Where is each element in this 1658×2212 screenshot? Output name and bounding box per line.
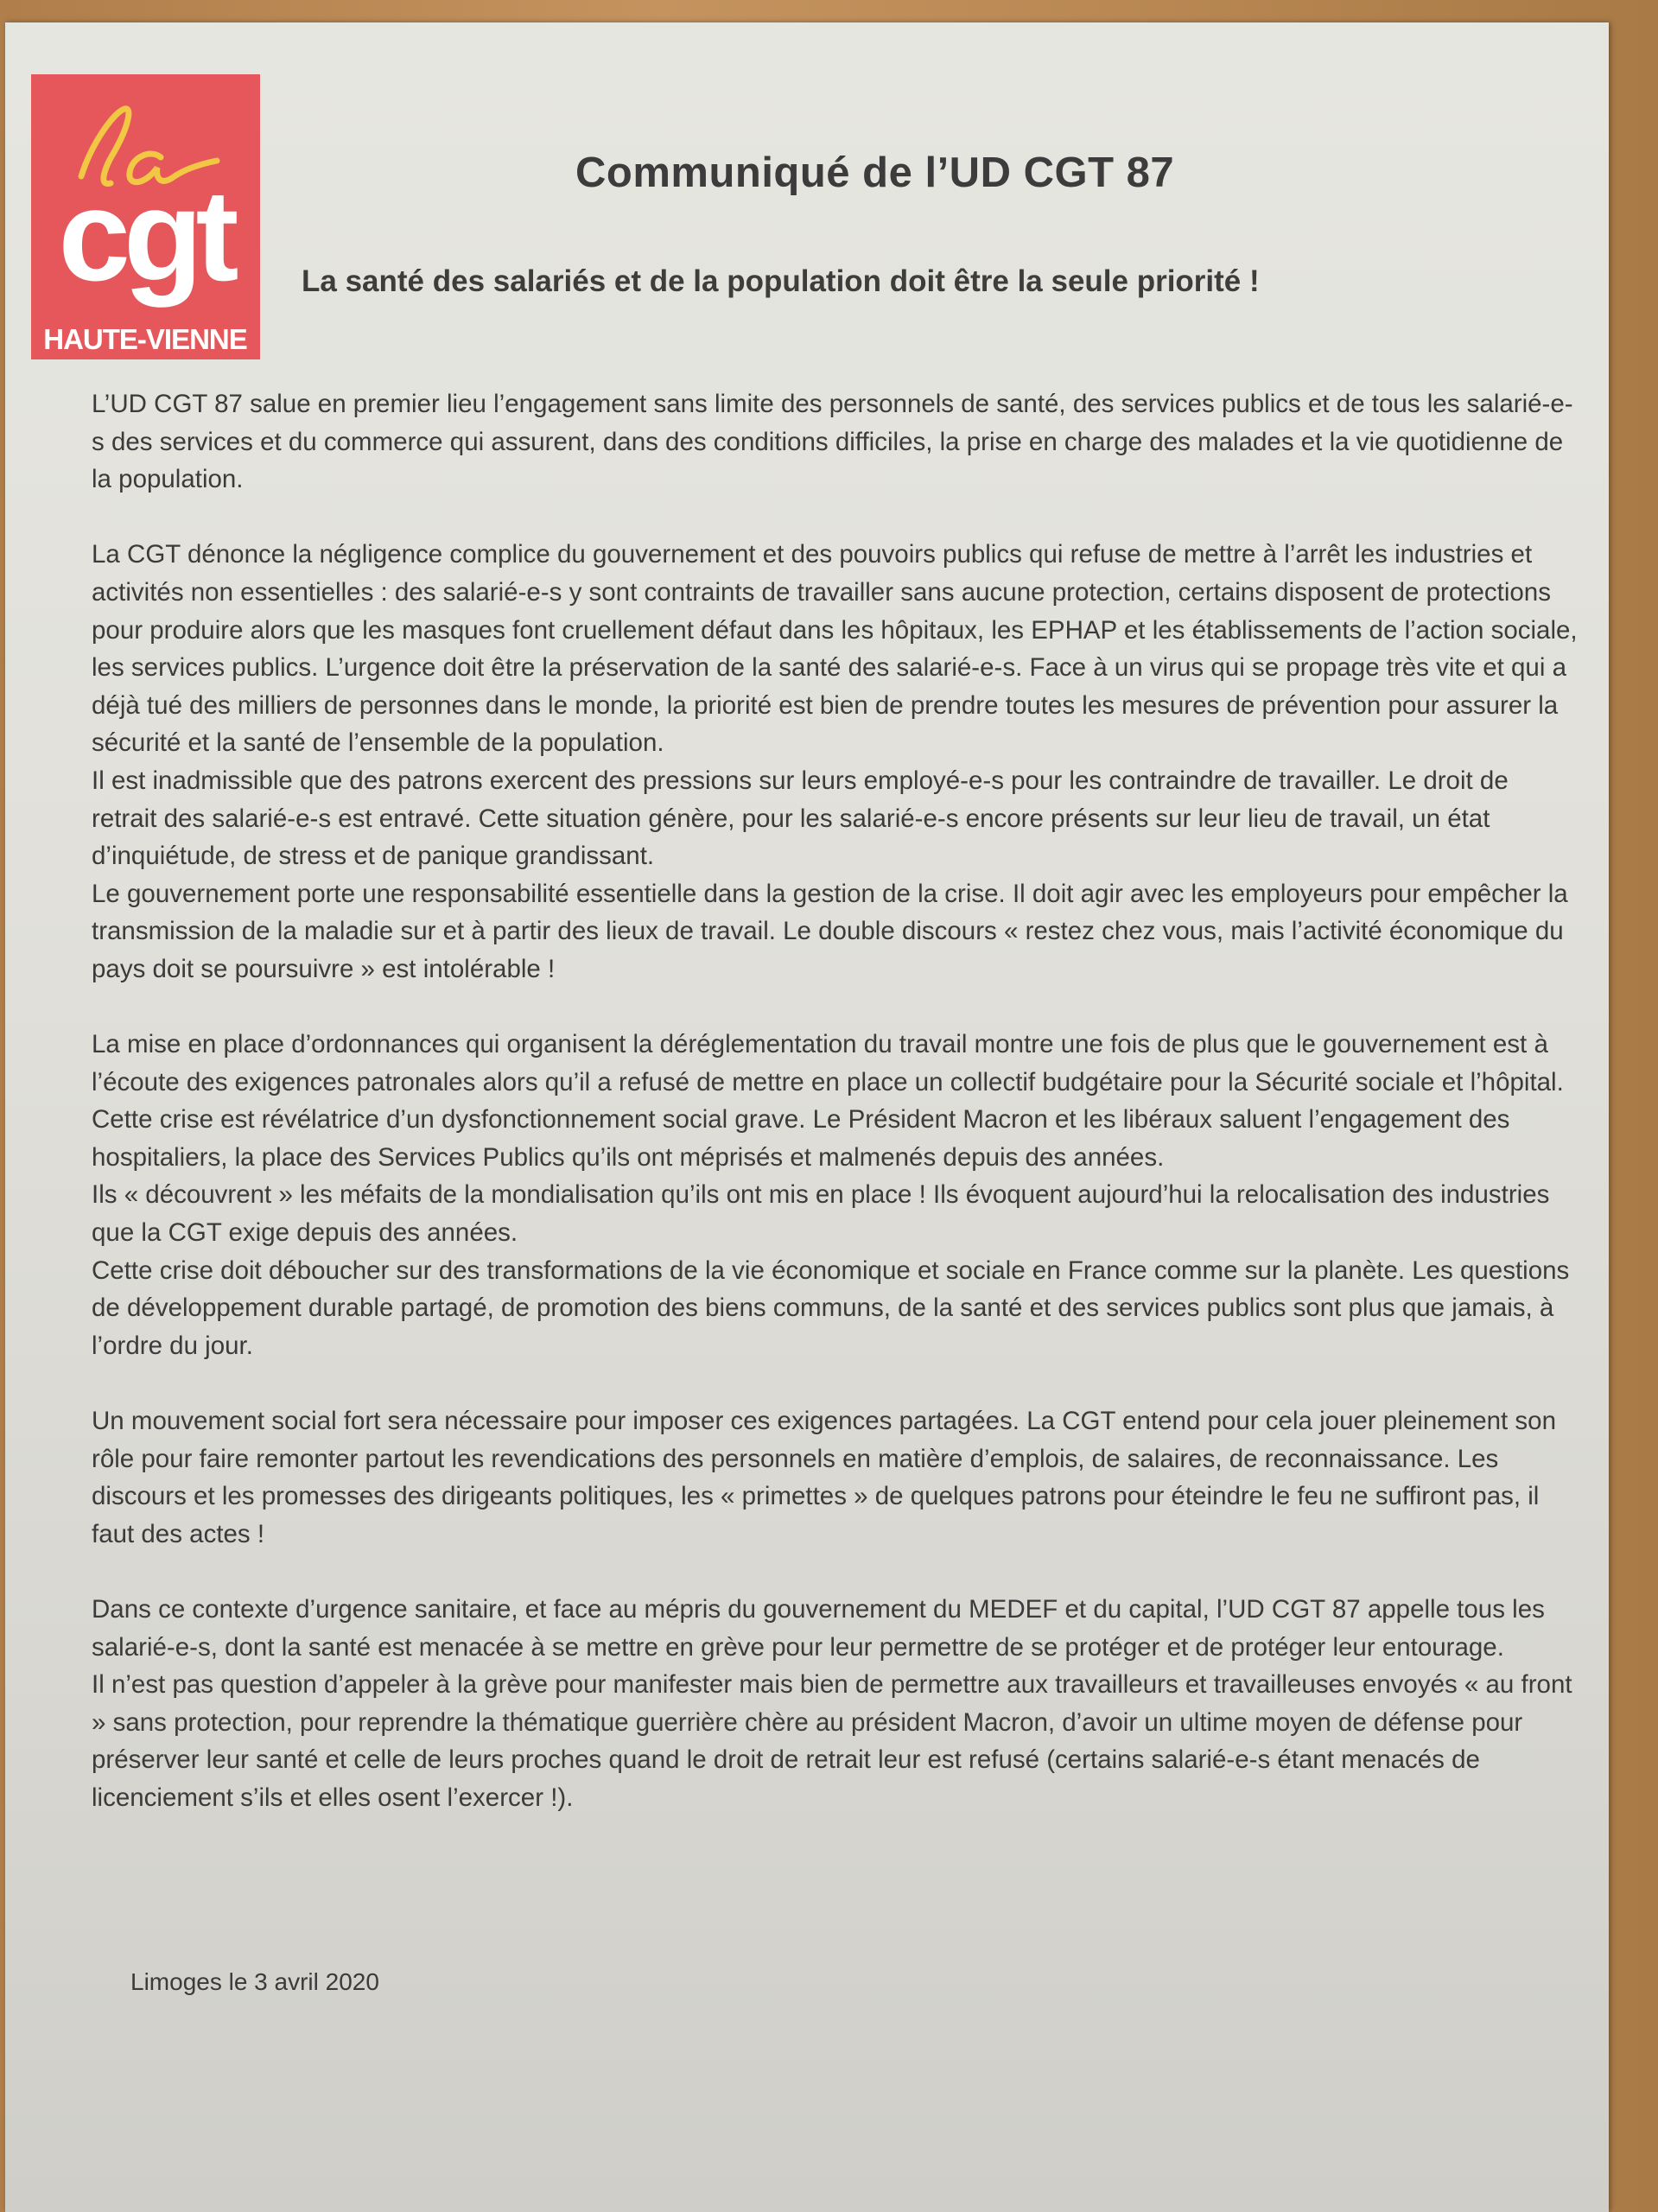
cgt-logo-graphic — [31, 74, 260, 359]
paragraph: Un mouvement social fort sera nécessaire pour imposer ces exigences partagées. La CGT entend pour cela jouer pleinement son rôle pour faire remonter partout les revendications des personnels en matière d’emplois, de salaires, de reconnaissance. Les discours et les promesses des dirigeants politiques, les « primettes » de quelques patrons pour éteindre le feu ne suffiront pas, il faut des actes ! — [92, 1407, 1556, 1548]
paragraph: Cette crise doit déboucher sur des transformations de la vie économique et sociale en France comme sur la planète. Les questions de développement durable partagé, de promotion des biens communs, de la santé et des services publics sont plus que jamais, à l’ordre du jour. — [92, 1255, 1570, 1360]
paragraph: Ils « découvrent » les méfaits de la mondialisation qu’ils ont mis en place ! Ils évoquent aujourd’hui la relocalisation des industries que la CGT exige depuis des années. — [92, 1180, 1550, 1248]
paragraph: Le gouvernement porte une responsabilité essentielle dans la gestion de la crise. Il doit agir avec les employeurs pour empêcher la transmission de la maladie sur et à partir des lieux de travail. Le double discours « restez chez vous, mais l’activité économique du pays doit se poursuivre » est intolérable ! — [92, 879, 1568, 983]
signature-date: Limoges le 3 avril 2020 — [130, 1968, 379, 1995]
paragraph: Cette crise est révélatrice d’un dysfonctionnement social grave. Le Président Macron et les libéraux saluent l’engagement des hospitaliers, la place des Services Publics qu’ils ont méprisés et malmenés depuis des années. — [92, 1105, 1510, 1172]
paragraph: L’UD CGT 87 salue en premier lieu l’engagement sans limite des personnels de santé, des services publics et de tous les salarié-e-s des services et du commerce qui assurent, dans des conditions difficiles, la prise en charge des malades et la vie quotidienne de la population. — [92, 390, 1573, 494]
document-sheet — [5, 22, 1609, 2212]
paragraph: Il est inadmissible que des patrons exercent des pressions sur leurs employé-e-s pour les contraindre de travailler. Le droit de retrait des salarié-e-s est entravé. Cette situation génère, pour les salarié-e-s encore présents sur leur lieu de travail, un état d’inquiétude, de stress et de panique grandissant. — [92, 766, 1509, 871]
paragraph: La mise en place d’ordonnances qui organisent la déréglementation du travail montre une fois de plus que le gouvernement est à l’écoute des exigences patronales alors qu’il a refusé de mettre en place un collectif budgétaire pour la Sécurité sociale et l’hôpital. — [92, 1030, 1564, 1096]
paragraph: Il n’est pas question d’appeler à la grève pour manifester mais bien de permettre aux travailleurs et travailleuses envoyés « au front » sans protection, pour reprendre la thématique guerrière chère au président Macron, d’avoir un ultime moyen de défense pour préserver leur santé et celle de leurs proches quand le droit de retrait leur est refusé (certains salarié-e-s étant menacés de licenciement s’ils et elles osent l’exercer !). — [92, 1670, 1572, 1812]
cgt-logo — [31, 74, 260, 359]
svg-text:cgt: cgt — [58, 162, 232, 308]
svg-text:HAUTE-VIENNE: HAUTE-VIENNE — [43, 323, 247, 355]
paragraph: Dans ce contexte d’urgence sanitaire, et face au mépris du gouvernement du MEDEF et du capital, l’UD CGT 87 appelle tous les salarié-e-s, dont la santé est menacée à se mettre en grève pour leur permettre de se protéger et de protéger leur entourage. — [92, 1595, 1545, 1662]
page-title: Communiqué de l’UD CGT 87 — [575, 149, 1175, 196]
page-subtitle: La santé des salariés et de la population doit être la seule priorité ! — [302, 264, 1260, 298]
communique-body — [92, 385, 1578, 1817]
paragraph: La CGT dénonce la négligence complice du gouvernement et des pouvoirs publics qui refuse de mettre à l’arrêt les industries et activités non essentielles : des salarié-e-s y sont contraints de travailler sans aucune protection, certains disposent de protections pour produire alors que les masques font cruellement défaut dans les hôpitaux, les EPHAP et les établissements de l’action sociale, les services publics. L’urgence doit être la préservation de la santé des salarié-e-s. Face à un virus qui se propage très vite et qui a déjà tué des milliers de personnes dans le monde, la priorité est bien de prendre toutes les mesures de prévention pour assurer la sécurité et la santé de l’ensemble de la population. — [92, 540, 1578, 758]
